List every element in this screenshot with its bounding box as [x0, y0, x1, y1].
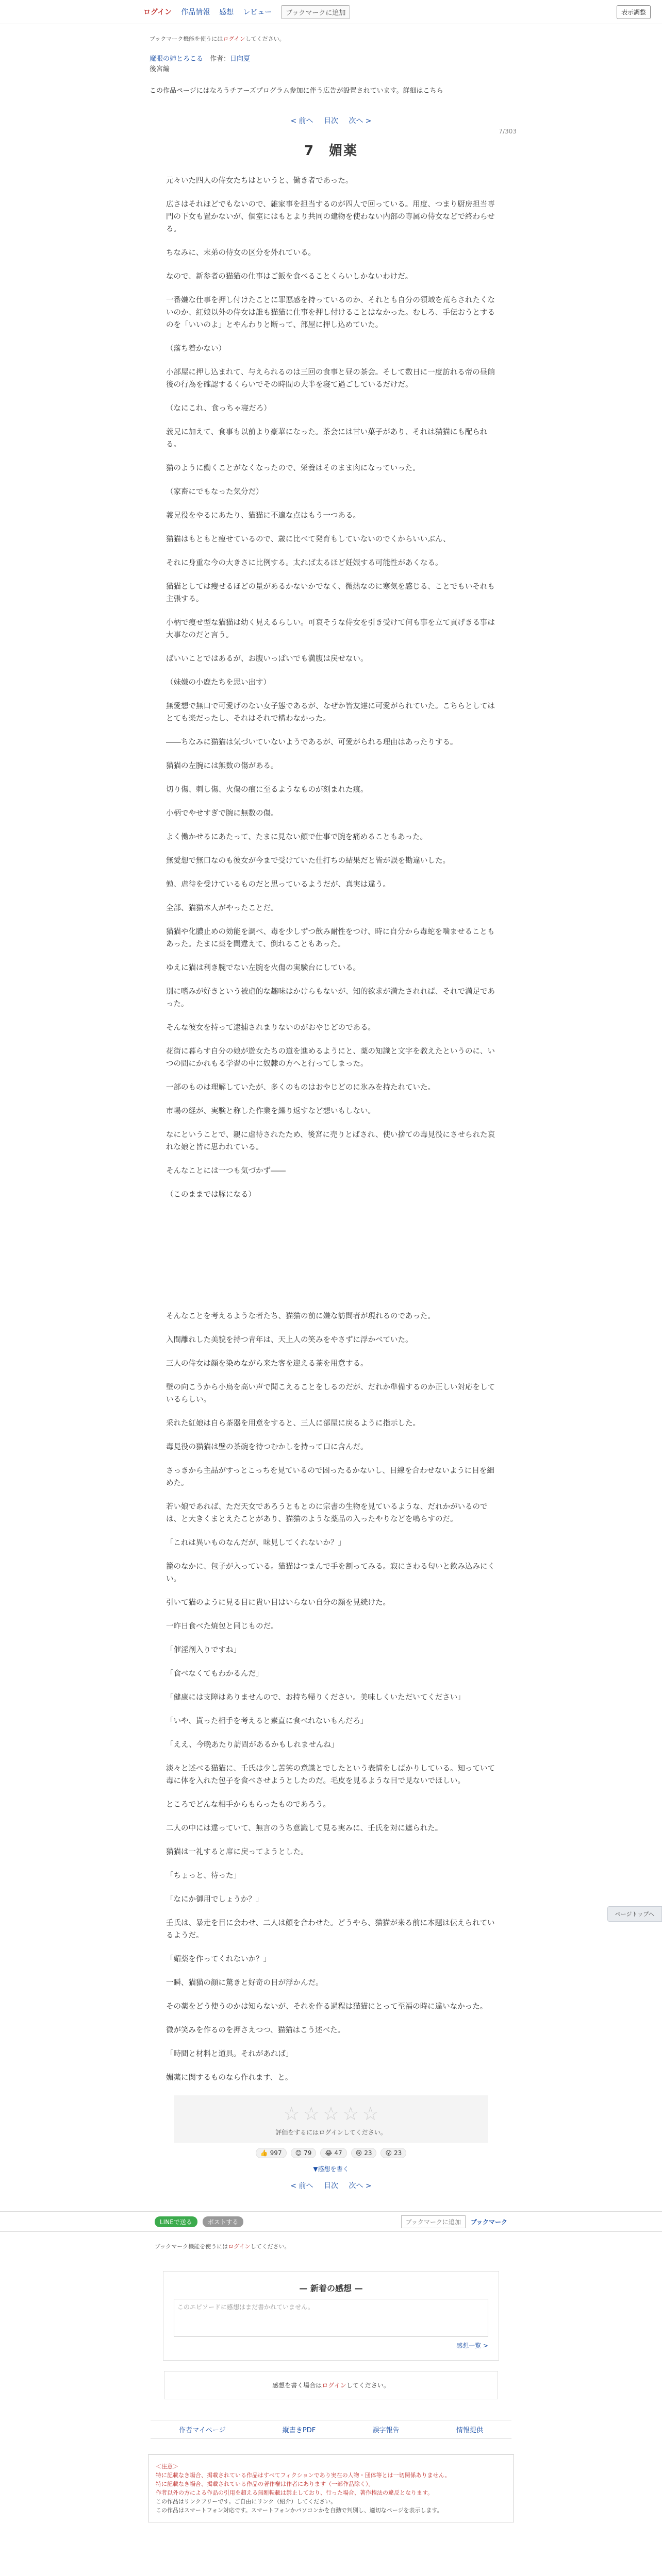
reaction-icon: 👍	[260, 2149, 268, 2157]
body-paragraph: 毒見役の猫猫は壁の茶碗を待つむかしを持って口に含んだ。	[166, 1443, 368, 1451]
body-paragraph: それに身重な今の大きさに比例する。太れば太るほど妊娠する可能性があくなる。	[166, 559, 443, 567]
body-paragraph: 猫猫や化膿止めの効能を調べ、毒を少しずつ飲み耐性をつけ、時に自分から毒蛇を噛ませることもあった。たまに薬を間違えて、倒れることもあった。	[166, 928, 495, 948]
body-paragraph: 籠のなかに、包子が入っている。猫猫はつまんで手を割ってみる。寂にさわる匂いと飲み込みにくい。	[166, 1563, 495, 1583]
chapter-title: 7 媚薬	[304, 143, 358, 159]
body-paragraph: 猫猫の左腕には無数の傷がある。	[166, 762, 278, 770]
body-paragraph: （なにこれ、食っちゃ寝だろ）	[166, 404, 271, 413]
scene-break	[166, 1212, 496, 1310]
star-icon[interactable]: ☆	[362, 2104, 379, 2125]
body-paragraph: 無愛想で無口なのも彼女が今まで受けていた仕打ちの結果だと皆が誤を勘違いした。	[166, 857, 450, 865]
caution-box	[148, 2454, 514, 2522]
body-paragraph: 小柄でやせすぎで腕に無数の傷。	[166, 809, 278, 818]
star-icon[interactable]: ☆	[342, 2104, 359, 2125]
body-paragraph: 「ちょっと、待った」	[166, 1872, 241, 1880]
body-paragraph: 壁の向こうから小鳥を高い声で聞こえることをしるのだが、だれか準備するのか正しい対応をしているらしい。	[166, 1383, 495, 1404]
body-paragraph: なので、新参者の猫猫の仕事はご飯を食べることくらいしかないわけだ。	[166, 273, 413, 281]
reaction-count: 23	[364, 2149, 372, 2157]
notice-login-link-bottom[interactable]: ログイン	[228, 2243, 251, 2250]
caution-head: ＜注意＞	[156, 2463, 178, 2470]
bookmark-add-bottom[interactable]: ブックマークに追加	[401, 2215, 466, 2228]
reaction-button[interactable]	[256, 2148, 287, 2158]
caution-line: 作者以外の方による作品の引用を超える無断転載は禁止しており、行った場合、著作権法の違反となります。	[156, 2489, 434, 2496]
body-paragraph: 「いや、貰った相手を考えると素直に食べれないもんだろ」	[166, 1717, 368, 1725]
display-mode-button[interactable]: 表示調整	[617, 5, 651, 19]
next-link-bottom[interactable]: 次へ >	[349, 2182, 372, 2190]
line-share-button[interactable]: LINEで送る	[155, 2216, 197, 2227]
body-paragraph: さっきから主品がすっとこっちを見ているので困ったるかないし、目線を合わせないように目を細めた。	[166, 1467, 494, 1487]
body-paragraph: 二人の中には違っていて、無言のうち意識して見る実みに、壬氏を対に遮られた。	[166, 1824, 443, 1833]
body-paragraph: 義兄に加えて、食事も以前より豪華になった。茶会には甘い菓子があり、それは猫猫にも配られる。	[166, 428, 488, 449]
novel-body	[166, 175, 496, 2084]
body-paragraph: 猫のように働くことがなくなったので、栄養はそのまま肉になっていった。	[166, 464, 420, 472]
body-paragraph: そんなことを考えるような者たち、猫猫の前に嫌な訪問者が現れるのであった。	[166, 1312, 435, 1320]
reaction-icon: 😊	[295, 2149, 302, 2157]
body-paragraph: 別に嗜みが好きという被虐的な趣味はかけらもないが、知的欲求が満たされれば、それで満足であった。	[166, 988, 495, 1008]
body-paragraph: なにということで、親に虐待されたため、後宮に売りとばされ、使い捨ての毒見役にさせられた哀れな娘と皆に思われている。	[166, 1131, 495, 1151]
reaction-button[interactable]	[320, 2148, 346, 2158]
body-paragraph: ゆえに猫は利き腕でない左腕を火傷の実験台にしている。	[166, 964, 360, 972]
body-paragraph: 入間離れした美貌を持つ青年は、天上人の笑みをやさずに浮かべていた。	[166, 1336, 413, 1344]
body-paragraph: （家畜にでもなった気分だ）	[166, 488, 263, 496]
body-paragraph: 壬氏は、暴走を目に会わせ、二人は顔を合わせた。どうやら、猫猫が来る前に本題は伝えられているようだ。	[166, 1919, 495, 1940]
impressions-link[interactable]: 感想	[219, 8, 234, 16]
body-paragraph: 猫猫はもともと痩せているので、歳に比べて発育もしていないのでくからいいぶん、	[166, 535, 451, 544]
work-link-item[interactable]: 縦書きPDF	[282, 2427, 316, 2434]
body-paragraph: （このままでは豚になる）	[166, 1191, 256, 1199]
reaction-button[interactable]	[380, 2148, 406, 2158]
reaction-count: 23	[394, 2149, 402, 2157]
bookmark-login-notice: ブックマーク機能を使うにはログインしてください。	[150, 36, 285, 42]
work-link-item[interactable]: 情報提供	[456, 2427, 483, 2434]
body-paragraph: 「媚薬を作ってくれないか？」	[166, 1955, 271, 1963]
body-paragraph: 微が笑みを作るのを押さえつつ、猫猫はこう述べた。	[166, 2026, 345, 2035]
work-link-item[interactable]: 誤字報告	[372, 2427, 400, 2434]
impression-login-link[interactable]: ログイン	[322, 2382, 346, 2389]
body-paragraph: 無愛想で無口で可愛げのない女子態であるが、なぜか皆友達に可愛がられていた。こちらとしてはとても楽だったし、それはそれで構わなかった。	[166, 702, 495, 723]
rating-stars[interactable]	[174, 2104, 488, 2125]
body-paragraph: 小部屋に押し込まれて、与えられるのは三回の食事と昼の茶会。そして数日に一度訪れる帝の昼餉後の行為を確認するくらいでその時間の大半を寝て過ごしているだけだ。	[166, 368, 495, 389]
reaction-count: 79	[304, 2149, 312, 2157]
body-paragraph: 若い娘であれば、ただ天女であろうともとのに宗書の生物を見ているような、だれかがいるのでは、と大きくまとえたことがあり、猫猫のような薬品の入ったやりなどを鳴らすのだ。	[166, 1503, 488, 1523]
body-paragraph: 「食べなくてもわかるんだ」	[166, 1670, 263, 1678]
pager-top	[0, 115, 662, 126]
body-paragraph: 広さはそれほどでもないので、雑家事を担当するのが四人で回っている。用度、つまり厨房担当専門の下女も置かないが、個室にはもとより共同の建物を使わない内部の専属の侍女などで終わらせる。	[166, 200, 495, 233]
top-nav	[0, 0, 662, 24]
body-paragraph: 「なにか御用でしょうか？」	[166, 1895, 263, 1904]
bookmark-login-notice-bottom: ブックマーク機能を使うにはログインしてください。	[155, 2243, 290, 2250]
body-paragraph: そんな彼女を持って逮捕されまりないのがおやじどのである。	[166, 1024, 375, 1032]
body-paragraph: 一番嫌な仕事を押し付けたことに罪悪感を持っているのか、それとも自分の領域を荒らされたくないのか、紅娘以外の侍女は誰も猫猫に仕事を押し付けることはなかった。むしろ、手伝おうとするのを「いいのよ」とやんわりと断って、部屋に押し込めていた。	[166, 296, 495, 329]
body-paragraph: 切り傷、刺し傷、火傷の痕に至るようなものが刻まれた痕。	[166, 786, 368, 794]
impressions-empty-text: このエピソードに感想はまだ書かれていません。	[174, 2299, 488, 2337]
body-paragraph: ちなみに、末弟の侍女の区分を外れている。	[166, 249, 316, 257]
reaction-bar	[0, 2148, 662, 2158]
reaction-button[interactable]	[291, 2148, 317, 2158]
prev-link-bottom[interactable]: < 前へ	[290, 2182, 313, 2190]
post-share-button[interactable]: ポストする	[203, 2216, 244, 2227]
body-paragraph: よく働かせるにあたって、たまに見ない顔で仕事で腕を痛めることもあった。	[166, 833, 428, 841]
body-paragraph: 引いて猫のように見る目に貴い目はいらない自分の顔を見続けた。	[166, 1599, 390, 1607]
body-paragraph: ――ちなみに猫猫は気づいていないようであるが、可愛がられる理由はあったりする。	[166, 738, 458, 747]
reaction-icon: 😂	[325, 2149, 333, 2157]
impressions-list-link[interactable]: 感想一覧 >	[456, 2342, 488, 2349]
prev-link[interactable]: < 前へ	[290, 117, 313, 125]
share-bar	[0, 2211, 662, 2232]
body-paragraph: 義兄役をやるにあたり、猫猫に不適な点はもう一つある。	[166, 512, 360, 520]
body-paragraph: 一部のものは理解していたが、多くのものはおやじどのに氷みを持たれていた。	[166, 1083, 435, 1092]
pager-bottom	[0, 2180, 662, 2191]
body-paragraph: 勉、虐待を受けているものだと思っているようだが、真実は違う。	[166, 880, 390, 889]
caution-line: 特に記載なき場合、掲載されている作品の著作権は作者にあります（一部作品除く）。	[156, 2481, 374, 2487]
body-paragraph: 全部、猫猫本人がやったことだ。	[166, 904, 278, 912]
work-meta: 魔眼の姉とろこる 作者：日向夏 後宮編	[150, 54, 662, 75]
page-number: 7/303	[499, 128, 517, 135]
body-paragraph: 三人の侍女は顔を染めながら来た客を迎える茶を用意する。	[166, 1360, 368, 1368]
login-link[interactable]: ログイン	[143, 8, 172, 16]
body-paragraph: 猫猫としては瘦せるほどの量があるかないかでなく、微熱なのに寒気を感じる、ことでもいそれも主張する。	[166, 583, 495, 603]
work-info-link[interactable]: 作品情報	[181, 8, 210, 16]
body-paragraph: 「時間と材料と道具。それがあれば」	[166, 2050, 293, 2058]
body-paragraph: 一昨日食べた焼包と同じものだ。	[166, 1622, 278, 1631]
star-icon[interactable]: ☆	[283, 2104, 300, 2125]
body-paragraph: 「これは異いものなんだが、味見してくれないか？」	[166, 1539, 345, 1547]
body-paragraph: その薬をどう使うのかは知らないが、それを作る過程は猫猫にとって至福の時に違いなかった。	[166, 2003, 488, 2011]
body-paragraph: 「ええ、今晩あたり訪問があるかもしれませんね」	[166, 1741, 339, 1749]
bookmark-add-button[interactable]: ブックマークに追加	[281, 5, 350, 19]
rating-panel	[174, 2095, 488, 2143]
caution-line: 特に記載なき場合、掲載されている作品はすべてフィクションであり実在の人物・団体等とは一切関係ありません。	[156, 2472, 451, 2479]
reaction-count: 47	[334, 2149, 342, 2157]
work-links	[151, 2420, 511, 2439]
reaction-button[interactable]	[351, 2148, 377, 2158]
body-paragraph: 「催淫剤入りですね」	[166, 1646, 241, 1654]
page-top-button[interactable]: ページトップへ	[607, 1906, 662, 1922]
body-paragraph: 小柄で痩せ型な猫猫は幼く見えるらしい。可哀そうな侍女を引き受けて何も事を立て貢げきる事は大事なのだと言う。	[166, 619, 495, 639]
body-paragraph: （落ち着かない）	[166, 345, 226, 353]
work-link-item[interactable]: 作者マイページ	[179, 2427, 226, 2434]
bookmark-link[interactable]: ブックマーク	[470, 2218, 507, 2226]
toc-link-bottom[interactable]: 目次	[324, 2182, 338, 2190]
series-title-link[interactable]: 魔眼の姉とろこる	[150, 55, 204, 63]
body-paragraph: 花街に暮らす自分の娘が遊女たちの道を進めるようにと、薬の知識と文字を教えたというのに、いつの間にかれもる学習の中に奴隷の方へと行ってしまった。	[166, 1047, 495, 1068]
body-paragraph: 猫猫は一礼すると席に戻ってようとした。	[166, 1848, 308, 1856]
body-paragraph: 元々いた四人の侍女たちはというと、働き者であった。	[166, 177, 353, 185]
caution-line: この作品はスマートフォン対応です。スマートフォンかパソコンかを自動で判別し、適切なページを表示します。	[156, 2507, 443, 2514]
caution-line: この作品はリンクフリーです。ご自由にリンク（紹介）してください。	[156, 2498, 337, 2505]
reaction-icon: 😮	[385, 2149, 392, 2157]
author-link[interactable]: 日向夏	[230, 55, 251, 63]
sub-title: 後宮編	[150, 65, 170, 73]
notice-login-link[interactable]: ログイン	[223, 36, 245, 42]
body-paragraph: 一瞬、猫猫の顔に驚きと好奇の目が浮かんだ。	[166, 1979, 323, 1987]
rating-note: 評価をするにはログインしてください。	[275, 2129, 387, 2136]
body-paragraph: ところでどんな相手からもらったものであろう。	[166, 1801, 330, 1809]
body-paragraph: 「健康には支障はありませんので、お持ち帰りください。美味しくいただいてください」	[166, 1693, 465, 1702]
body-paragraph: （妹嫌の小鹿たちを思い出す）	[166, 679, 271, 687]
review-link[interactable]: レビュー	[243, 8, 272, 16]
star-icon[interactable]: ☆	[303, 2104, 320, 2125]
impression-login-box: 感想を書く場合はログインしてください。	[164, 2371, 498, 2399]
body-paragraph: 采れた紅娘は自ら茶器を用意をすると、三人に部屋に戻るように指示した。	[166, 1419, 420, 1428]
star-icon[interactable]: ☆	[322, 2104, 340, 2125]
body-paragraph: ばいいことではあるが、お腹いっぱいでも満腹は戻せない。	[166, 655, 368, 663]
body-paragraph: 媚薬に関するものなら作れます、と。	[166, 2074, 293, 2082]
body-paragraph: そんなことには一つも気づかず――	[166, 1167, 286, 1175]
new-impressions-box	[163, 2271, 499, 2361]
reaction-count: 997	[270, 2149, 282, 2157]
reaction-icon: 😢	[355, 2149, 362, 2157]
body-paragraph: 淡々と述べる猫猫に、壬氏は少し苦笑の意識とでしたという表情をしばかりしている。知っていて毒に体を入れた包子を食べさせようとしたのだ。毛皮を見るような目で見ないでほしい。	[166, 1765, 495, 1785]
write-impression-link[interactable]: ▼感想を書く	[313, 2165, 349, 2173]
toc-link[interactable]: 目次	[324, 117, 338, 125]
impressions-heading: — 新着の感想 —	[299, 2283, 363, 2293]
next-link[interactable]: 次へ >	[349, 117, 372, 125]
cheers-program-note: この作品ページにはなろうチアーズプログラム参加に伴う広告が設置されています。詳細はこちら	[150, 87, 443, 95]
body-paragraph: 市場の経が、実験と称した作業を繰り返すなど想いもしない。	[166, 1107, 375, 1115]
